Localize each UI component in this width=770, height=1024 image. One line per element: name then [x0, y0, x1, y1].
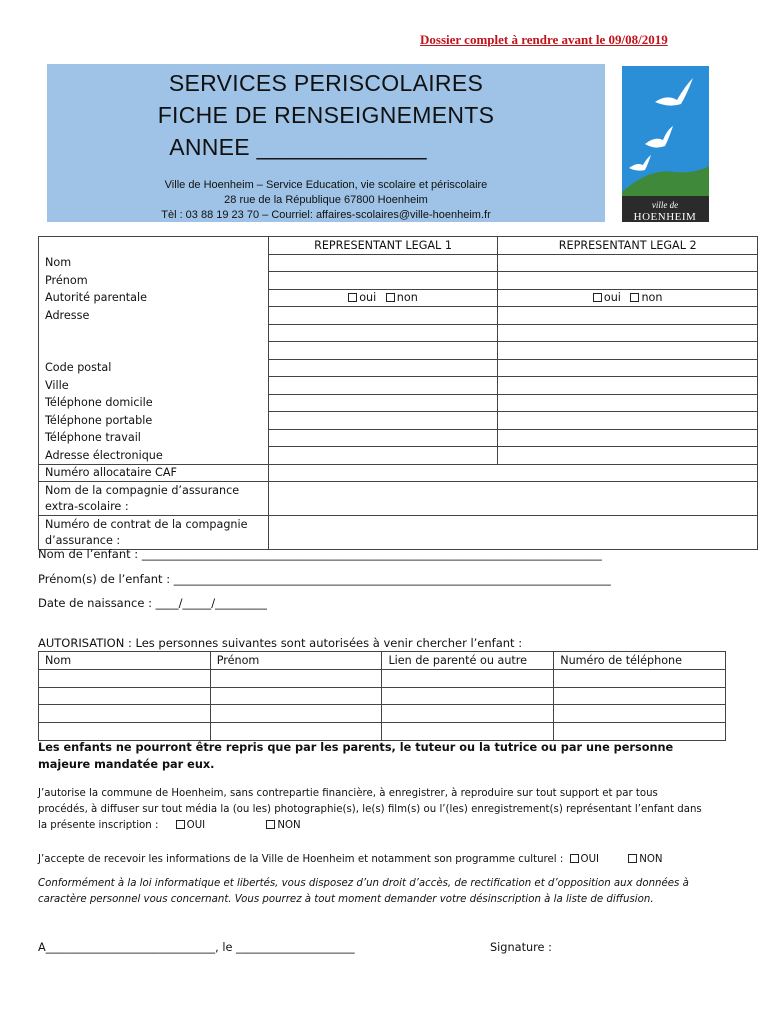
rep2-adresse-cell[interactable] [498, 307, 758, 325]
logo-city-name: HOENHEIM [633, 211, 697, 223]
rep2-header: REPRESENTANT LEGAL 2 [498, 237, 758, 255]
rep2-prenom-cell[interactable] [498, 272, 758, 290]
deadline-notice: Dossier complet à rendre avant le 09/08/2019 [420, 32, 668, 47]
auth-col-telephone: Numéro de téléphone [554, 652, 726, 670]
logo-small-text: ville de [651, 200, 679, 210]
form-title-line2: FICHE DE RENSEIGNEMENTS [157, 102, 495, 128]
table-row [39, 342, 758, 360]
field-label-nom: Nom [39, 254, 269, 272]
table-row [39, 687, 726, 705]
service-name: Ville de Hoenheim – Service Education, vie scolaire et périscolaire [164, 179, 488, 191]
rep2-adresse-line2-cell[interactable] [498, 324, 758, 342]
field-label-tel-portable: Téléphone portable [39, 412, 269, 430]
legal-notice-line1: Conformément à la loi informatique et libertés, vous disposez d’un droit d’accès, de rectification et d’opposition aux données à [38, 878, 689, 889]
table-row [39, 464, 758, 482]
table-row [39, 447, 758, 465]
contrat-label-line1: Numéro de contrat de la compagnie [45, 517, 248, 531]
rep2-nom-cell[interactable] [498, 254, 758, 272]
rep1-header: REPRESENTANT LEGAL 1 [268, 237, 498, 255]
field-label-tel-travail: Téléphone travail [39, 429, 269, 447]
photo-consent-line1: J’autorise la commune de Hoenheim, sans contrepartie financière, à enregistrer, à reproduire sur tout support et par tous [38, 788, 658, 799]
rep1-oui-checkbox[interactable] [348, 293, 357, 302]
rep1-autorite-cell [268, 289, 498, 307]
rep1-non-label: non [396, 291, 418, 305]
photo-consent-block [38, 786, 738, 834]
rep2-tel-travail-cell[interactable] [498, 429, 758, 447]
field-label-email: Adresse électronique [39, 447, 269, 465]
field-label-caf: Numéro allocataire CAF [39, 464, 269, 482]
child-firstname-field[interactable]: Prénom(s) de l’enfant : ____________________________________________________________________________ [38, 572, 611, 586]
rep1-non-checkbox[interactable] [386, 293, 395, 302]
child-name-field[interactable]: Nom de l’enfant : ________________________________________________________________________________ [38, 547, 602, 561]
table-row [39, 272, 758, 290]
field-label-ville: Ville [39, 377, 269, 395]
header-banner [47, 64, 605, 222]
table-row [39, 237, 758, 255]
photo-non-checkbox[interactable] [266, 820, 275, 829]
auth-col-lien: Lien de parenté ou autre [382, 652, 554, 670]
rep1-tel-domicile-cell[interactable] [268, 394, 498, 412]
rep1-ville-cell[interactable] [268, 377, 498, 395]
rep1-adresse-line2-cell[interactable] [268, 324, 498, 342]
rep1-tel-portable-cell[interactable] [268, 412, 498, 430]
rep1-tel-travail-cell[interactable] [268, 429, 498, 447]
auth-col-nom: Nom [39, 652, 211, 670]
info-non-label: NON [639, 854, 663, 865]
rep1-prenom-cell[interactable] [268, 272, 498, 290]
rep1-oui-label: oui [359, 291, 377, 305]
field-label-autorite: Autorité parentale [39, 289, 269, 307]
hoenheim-logo [619, 64, 712, 224]
rep2-ville-cell[interactable] [498, 377, 758, 395]
rep2-oui-label: oui [603, 291, 621, 305]
rep1-nom-cell[interactable] [268, 254, 498, 272]
pickup-notice: Les enfants ne pourront être repris que par les parents, le tuteur ou la tutrice ou par une personne majeure mandatée par eux. [38, 741, 674, 771]
legal-notice-line2: caractère personnel vous concernant. Vous pourrez à tout moment demander votre désinscription à la liste de diffusion. [38, 894, 654, 905]
rep1-adresse-cell[interactable] [268, 307, 498, 325]
authorization-intro: AUTORISATION : Les personnes suivantes sont autorisées à venir chercher l’enfant : [38, 636, 523, 650]
rep2-non-label: non [641, 291, 663, 305]
rep2-autorite-cell [498, 289, 758, 307]
field-label-assurance [39, 482, 269, 516]
photo-consent-line3-row [38, 818, 738, 834]
table-row [39, 723, 726, 741]
field-label-code-postal: Code postal [39, 359, 269, 377]
rep1-email-cell[interactable] [268, 447, 498, 465]
child-birthdate-field[interactable]: Date de naissance : ____/_____/_________ [38, 596, 267, 610]
assurance-cell[interactable] [268, 482, 757, 516]
rep2-adresse-line3-cell[interactable] [498, 342, 758, 360]
legal-representatives-table [38, 236, 758, 550]
signature-place-date[interactable]: A______________________________, le _____________________ [38, 941, 355, 954]
form-title-line1: SERVICES PERISCOLAIRES [168, 70, 484, 96]
table-row [39, 359, 758, 377]
table-row [39, 324, 758, 342]
caf-cell[interactable] [268, 464, 757, 482]
rep2-tel-domicile-cell[interactable] [498, 394, 758, 412]
photo-oui-checkbox[interactable] [176, 820, 185, 829]
rep2-cp-cell[interactable] [498, 359, 758, 377]
rep2-tel-portable-cell[interactable] [498, 412, 758, 430]
assurance-label-line1: Nom de la compagnie d’assurance [45, 483, 240, 497]
photo-oui-label: OUI [186, 820, 206, 831]
info-non-checkbox[interactable] [628, 854, 637, 863]
table-row [39, 516, 758, 550]
signature-label: Signature : [490, 941, 552, 954]
rep1-cp-cell[interactable] [268, 359, 498, 377]
info-consent-text: J’accepte de recevoir les informations de la Ville de Hoenheim et notamment son programme culturel : [38, 854, 564, 865]
table-row [39, 254, 758, 272]
rep2-email-cell[interactable] [498, 447, 758, 465]
info-consent-row [38, 852, 663, 868]
info-oui-checkbox[interactable] [570, 854, 579, 863]
legal-notice [38, 876, 738, 908]
photo-consent-line2: procédés, à diffuser sur tout média la (ou les) photographie(s), le(s) film(s) ou l’(les) enregistrement(s) représentant l’enfant dans [38, 804, 702, 815]
photo-non-label: NON [277, 820, 301, 831]
table-row [39, 412, 758, 430]
service-contact: Tèl : 03 88 19 23 70 – Courriel: affaires-scolaires@ville-hoenheim.fr [161, 209, 491, 221]
rep2-oui-checkbox[interactable] [593, 293, 602, 302]
rep1-adresse-line3-cell[interactable] [268, 342, 498, 360]
contrat-label-line2: d’assurance : [45, 533, 121, 547]
table-row [39, 705, 726, 723]
field-label-prenom: Prénom [39, 272, 269, 290]
field-label-tel-domicile: Téléphone domicile [39, 394, 269, 412]
info-oui-label: OUI [580, 854, 600, 865]
authorized-persons-table [38, 651, 726, 741]
auth-col-prenom: Prénom [210, 652, 382, 670]
field-label-contrat [39, 516, 269, 550]
contrat-cell[interactable] [268, 516, 757, 550]
table-row [39, 377, 758, 395]
photo-consent-line3: la présente inscription : [38, 820, 159, 831]
field-label-adresse: Adresse [39, 307, 269, 325]
service-address: 28 rue de la République 67800 Hoenheim [224, 194, 428, 206]
assurance-label-line2: extra-scolaire : [45, 499, 129, 513]
table-row [39, 482, 758, 516]
table-row [39, 669, 726, 687]
rep2-non-checkbox[interactable] [630, 293, 639, 302]
table-row [39, 307, 758, 325]
form-title-year: ANNEE _____________ [169, 134, 427, 160]
table-row [39, 429, 758, 447]
table-row [39, 289, 758, 307]
table-row [39, 394, 758, 412]
table-row [39, 652, 726, 670]
